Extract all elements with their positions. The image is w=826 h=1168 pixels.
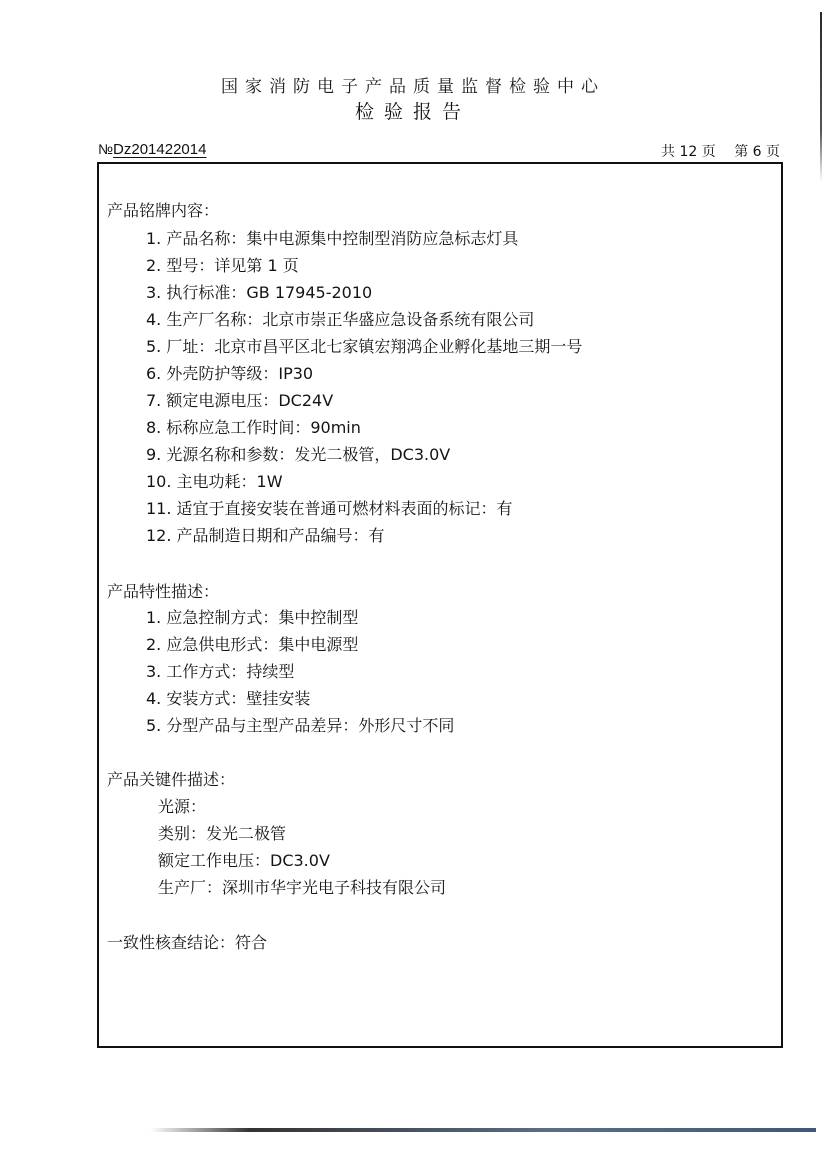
- number-sign: №: [98, 141, 114, 157]
- nameplate-heading: 产品铭牌内容：: [107, 201, 220, 220]
- nameplate-item: 4. 生产厂名称：北京市崇正华盛应急设备系统有限公司: [146, 310, 535, 329]
- characteristics-item: 5. 分型产品与主型产品差异：外形尺寸不同: [146, 716, 455, 735]
- nameplate-item: 5. 厂址：北京市昌平区北七家镇宏翔鸿企业孵化基地三期一号: [146, 337, 583, 356]
- report-number-value: Dz201422014: [113, 141, 207, 158]
- nameplate-item: 9. 光源名称和参数：发光二极管，DC3.0V: [146, 445, 451, 464]
- nameplate-item: 12. 产品制造日期和产品编号：有: [146, 526, 385, 545]
- key-components-heading: 产品关键件描述：: [107, 770, 236, 789]
- nameplate-item: 7. 额定电源电压：DC24V: [146, 391, 334, 410]
- key-component-item: 生产厂：深圳市华宇光电子科技有限公司: [158, 878, 447, 897]
- key-component-item: 类别：发光二极管: [158, 824, 287, 843]
- total-pages: 共 12 页: [661, 144, 716, 160]
- nameplate-item: 1. 产品名称：集中电源集中控制型消防应急标志灯具: [146, 229, 519, 248]
- report-number: [98, 141, 206, 158]
- key-component-item: 光源：: [158, 797, 207, 816]
- nameplate-item: 6. 外壳防护等级：IP30: [146, 364, 314, 383]
- characteristics-item: 3. 工作方式：持续型: [146, 662, 295, 681]
- nameplate-item: 8. 标称应急工作时间：90min: [146, 418, 361, 437]
- characteristics-item: 1. 应急控制方式：集中控制型: [146, 608, 359, 627]
- nameplate-item: 10. 主电功耗：1W: [146, 472, 283, 491]
- nameplate-item: 2. 型号：详见第 1 页: [146, 256, 299, 275]
- organization-name: 国家消防电子产品质量监督检验中心: [221, 77, 605, 97]
- characteristics-heading: 产品特性描述：: [107, 582, 220, 601]
- scan-bottom-line: [150, 1128, 816, 1132]
- conformity-conclusion: 一致性核查结论：符合: [107, 933, 268, 952]
- page-info: [647, 141, 780, 161]
- nameplate-item: 3. 执行标准：GB 17945-2010: [146, 283, 373, 302]
- key-component-item: 额定工作电压：DC3.0V: [158, 851, 330, 870]
- current-page: 第 6 页: [734, 144, 780, 160]
- characteristics-item: 2. 应急供电形式：集中电源型: [146, 635, 359, 654]
- scan-edge-line: [820, 12, 822, 182]
- report-title: 检验报告: [354, 101, 471, 123]
- characteristics-item: 4. 安装方式：壁挂安装: [146, 689, 311, 708]
- nameplate-item: 11. 适宜于直接安装在普通可燃材料表面的标记：有: [146, 499, 513, 518]
